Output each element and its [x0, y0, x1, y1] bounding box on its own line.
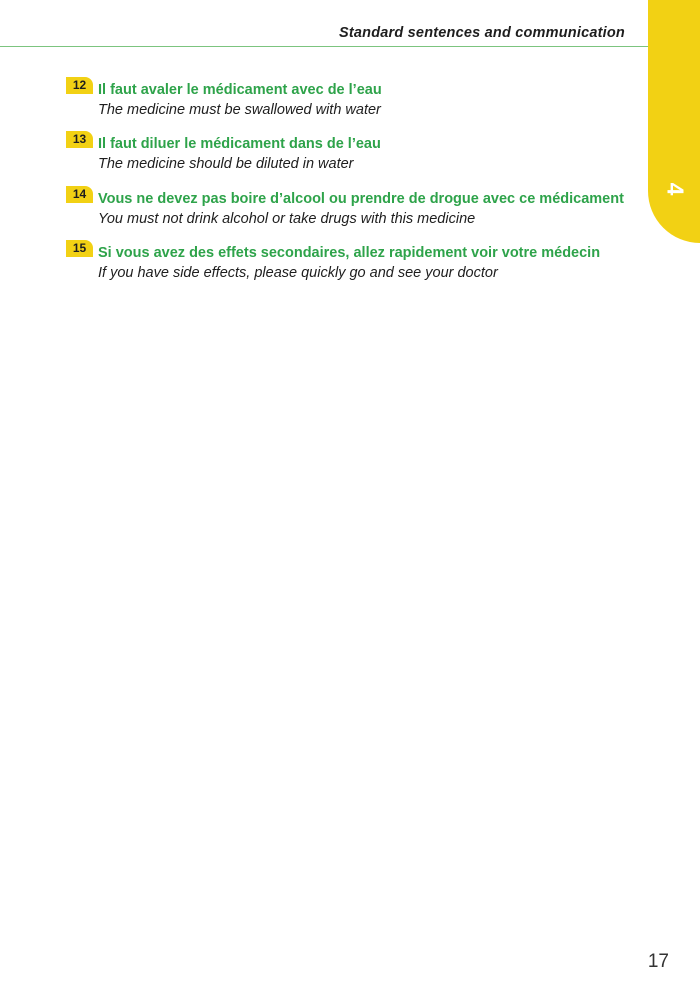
phrase-french: Il faut diluer le médicament dans de l’eau [98, 136, 381, 153]
phrase-english: The medicine should be diluted in water [98, 156, 354, 173]
phrase-french: Vous ne devez pas boire d’alcool ou prendre de drogue avec ce médicament [98, 190, 624, 207]
phrase-number-badge: 15 [66, 240, 93, 257]
phrase-item [66, 239, 636, 293]
chapter-number: 4 [662, 182, 689, 196]
phrase-list [66, 76, 636, 293]
phrase-number-badge: 12 [66, 77, 93, 94]
header-divider [0, 46, 648, 47]
chapter-tab [648, 0, 700, 243]
phrase-english: If you have side effects, please quickly go and see your doctor [98, 264, 498, 281]
page-header-title: Standard sentences and communication [339, 25, 625, 41]
phrase-english: The medicine must be swallowed with water [98, 102, 381, 118]
phrase-item [66, 185, 636, 239]
page-number: 17 [647, 951, 669, 972]
phrase-number-badge: 14 [66, 186, 93, 203]
phrase-french: Si vous avez des effets secondaires, allez rapidement voir votre médecin [98, 244, 601, 261]
phrase-item [66, 76, 636, 130]
phrase-english: You must not drink alcohol or take drugs with this medicine [98, 210, 476, 227]
phrase-french: Il faut avaler le médicament avec de l’eau [98, 82, 382, 98]
phrase-number-badge: 13 [66, 131, 93, 148]
phrase-item [66, 130, 636, 184]
